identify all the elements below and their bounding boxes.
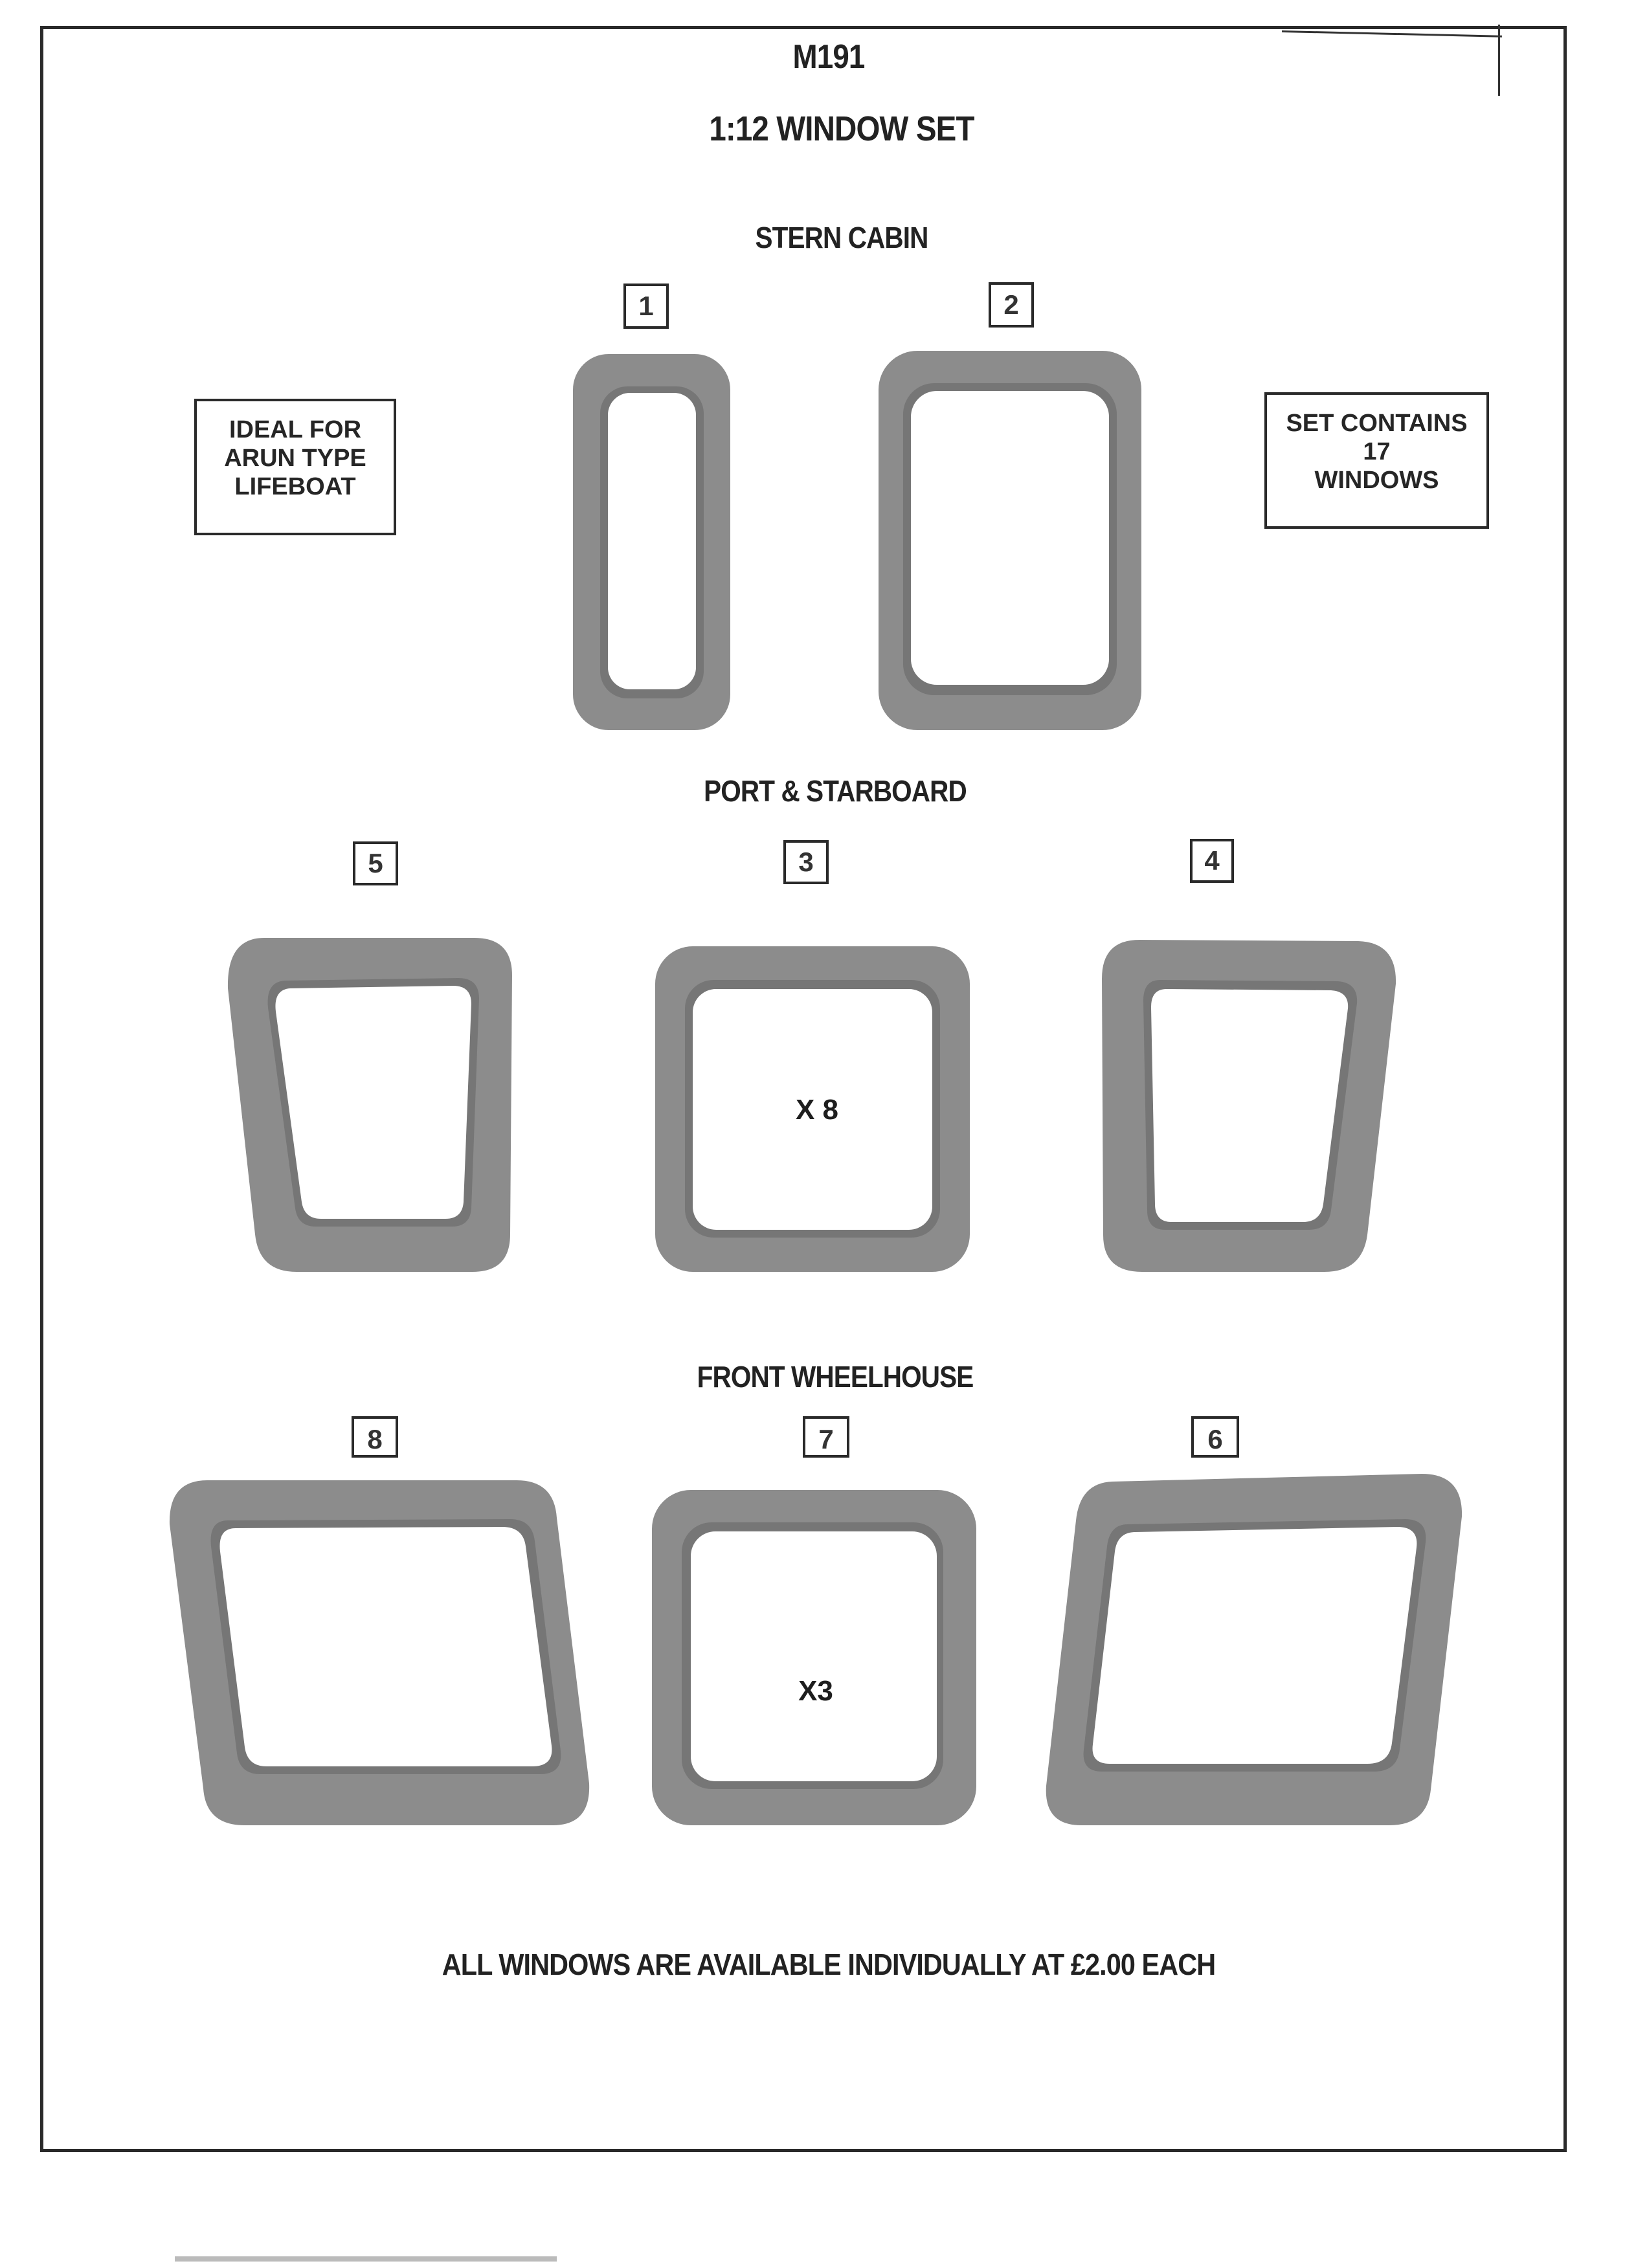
info-box-ideal-for [194, 399, 396, 535]
window-number-label: 2 [989, 282, 1034, 328]
window-number-label: 3 [783, 840, 829, 884]
window-frame-8 [167, 1479, 591, 1827]
window-number-label: 6 [1191, 1416, 1239, 1458]
info-line: ARUN TYPE [224, 445, 366, 472]
window-frame-icon [225, 937, 513, 1273]
scan-mark-bracket [1498, 25, 1500, 96]
scan-mark-bottom [175, 2256, 557, 2262]
quantity-label: X 8 [795, 1094, 839, 1126]
info-line: 17 [1363, 438, 1391, 465]
window-number-label: 4 [1190, 839, 1234, 883]
window-frame-icon [572, 353, 732, 731]
window-frame-icon [1042, 1473, 1464, 1827]
window-frame-1 [572, 353, 732, 731]
info-line: SET CONTAINS [1286, 410, 1468, 437]
window-number-label: 5 [353, 841, 398, 885]
section-heading-stern-cabin: STERN CABIN [755, 221, 928, 254]
window-number-label: 7 [803, 1416, 849, 1458]
window-frame-5 [225, 937, 513, 1273]
window-number-label: 1 [623, 284, 669, 329]
window-frame-6 [1042, 1473, 1464, 1827]
pricing-note: ALL WINDOWS ARE AVAILABLE INDIVIDUALLY AT £2.00 EACH [442, 1948, 1216, 1981]
window-number-label: 8 [352, 1416, 398, 1458]
window-frame-icon [877, 350, 1143, 731]
window-frame-2 [877, 350, 1143, 731]
section-heading-port-starboard: PORT & STARBOARD [704, 774, 967, 808]
section-heading-front-wheelhouse: FRONT WHEELHOUSE [697, 1360, 974, 1394]
window-frame-7 [651, 1489, 978, 1827]
quantity-label: X3 [798, 1675, 833, 1707]
info-box-set-contains [1264, 392, 1489, 529]
page-title: 1:12 WINDOW SET [709, 109, 974, 148]
info-line: LIFEBOAT [234, 473, 356, 500]
window-frame-icon [1101, 939, 1398, 1273]
info-line: WINDOWS [1314, 467, 1439, 494]
window-frame-icon [651, 1489, 978, 1827]
window-frame-4 [1101, 939, 1398, 1273]
window-frame-icon [167, 1479, 591, 1827]
info-line: IDEAL FOR [229, 416, 362, 443]
product-code: M191 [792, 38, 865, 76]
